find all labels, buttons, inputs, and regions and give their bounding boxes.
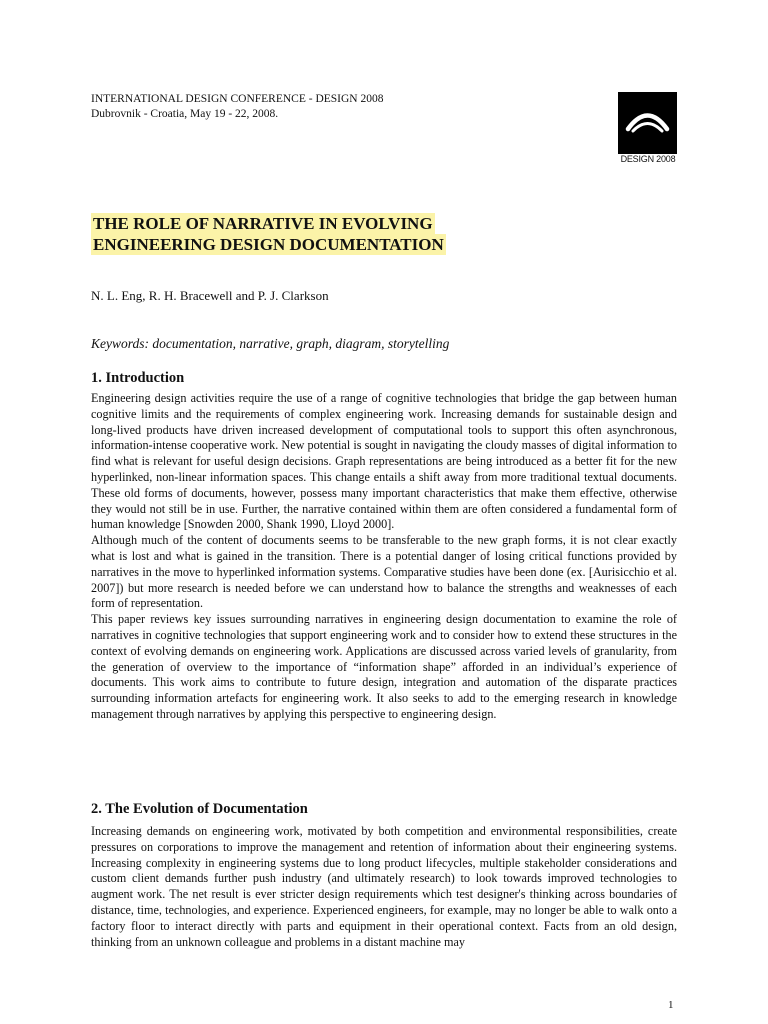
design-2008-logo (618, 92, 677, 154)
conference-header (91, 92, 384, 122)
paragraph: Engineering design activities require the use of a range of cognitive technologies that bridge the gap between human cognitive limits and the requirements of complex engineering work. Increasing demands for sustainable design and long-lived products have driven increased development of computational tools to support this often asynchronous, information-intense cooperative work. New potential is sought in navigating the cloudy masses of digital information to find what is relevant for useful design decisions. Graph representations are being introduced as a better fit for the new hyperlinked, non-linear information spaces. This change entails a shift away from more traditional textual documents. These old forms of documents, however, possess many important characteristics that make them effective, otherwise they would not still be in use. Further, the narrative contained within them are often considered a fundamental form of human knowledge [Snowden 2000, Shank 1990, Lloyd 2000]. (91, 391, 677, 532)
paragraph: Although much of the content of documents seems to be transferable to the new graph forms, it is not clear exactly what is lost and what is gained in the transition. There is a potential danger of losing critical functions provided by narratives in the move to hyperlinked information systems. Comparative studies have been done (ex. [Aurisicchio et al. 2007]) but more research is needed before we can understand how to balance the strengths and weaknesses of each form of representation. (91, 533, 677, 611)
section-heading-evolution: 2. The Evolution of Documentation (91, 801, 308, 817)
paper-title (91, 213, 446, 255)
section-heading-introduction: 1. Introduction (91, 370, 185, 386)
arch-logo-icon (618, 92, 677, 154)
title-line-1: THE ROLE OF NARRATIVE IN EVOLVING (93, 214, 433, 233)
conference-name: INTERNATIONAL DESIGN CONFERENCE - DESIGN 2008 (91, 93, 384, 105)
authors: N. L. Eng, R. H. Bracewell and P. J. Clarkson (91, 288, 329, 303)
paragraph: Increasing demands on engineering work, motivated by both competition and environmental responsibilities, create pressures on corporations to improve the management and retention of information about their engineering systems. Increasing complexity in engineering systems due to long product lifecycles, multiple stakeholder considerations and custom client demands further push industry (and ultimately research) to look towards improved technologies to augment work. The net result is ever stricter design requirements which test designer's thinking across boundaries of distance, time, technologies, and experience. Experienced engineers, for example, may no longer be able to walk onto a factory floor to interact directly with parts and equipment in their operational context. Facts from an old design, thinking from an unknown colleague and problems in a distant machine may (91, 824, 677, 949)
introduction-body (91, 391, 677, 723)
conference-location: Dubrovnik - Croatia, May 19 - 22, 2008. (91, 108, 279, 120)
evolution-body (91, 824, 677, 950)
keywords: Keywords: documentation, narrative, graph, diagram, storytelling (91, 336, 450, 351)
logo-caption: DESIGN 2008 (620, 154, 676, 164)
paragraph: This paper reviews key issues surrounding narratives in engineering design documentation to examine the role of narratives in cognitive technologies that support engineering work and to consider how to extend these structures in the context of evolving demands on engineering work. Applications are discussed across varied levels of granularity, from the generation of overview to the importance of “information shape” afforded in an individual’s experience of documents. This work aims to contribute to future design, integration and automation of the disparate practices surrounding information artefacts for engineering work. It also seeks to add to the emerging research in knowledge management through narratives by applying this perspective to engineering design. (91, 612, 677, 721)
page-number: 1 (668, 999, 674, 1011)
title-line-2: ENGINEERING DESIGN DOCUMENTATION (93, 235, 444, 254)
